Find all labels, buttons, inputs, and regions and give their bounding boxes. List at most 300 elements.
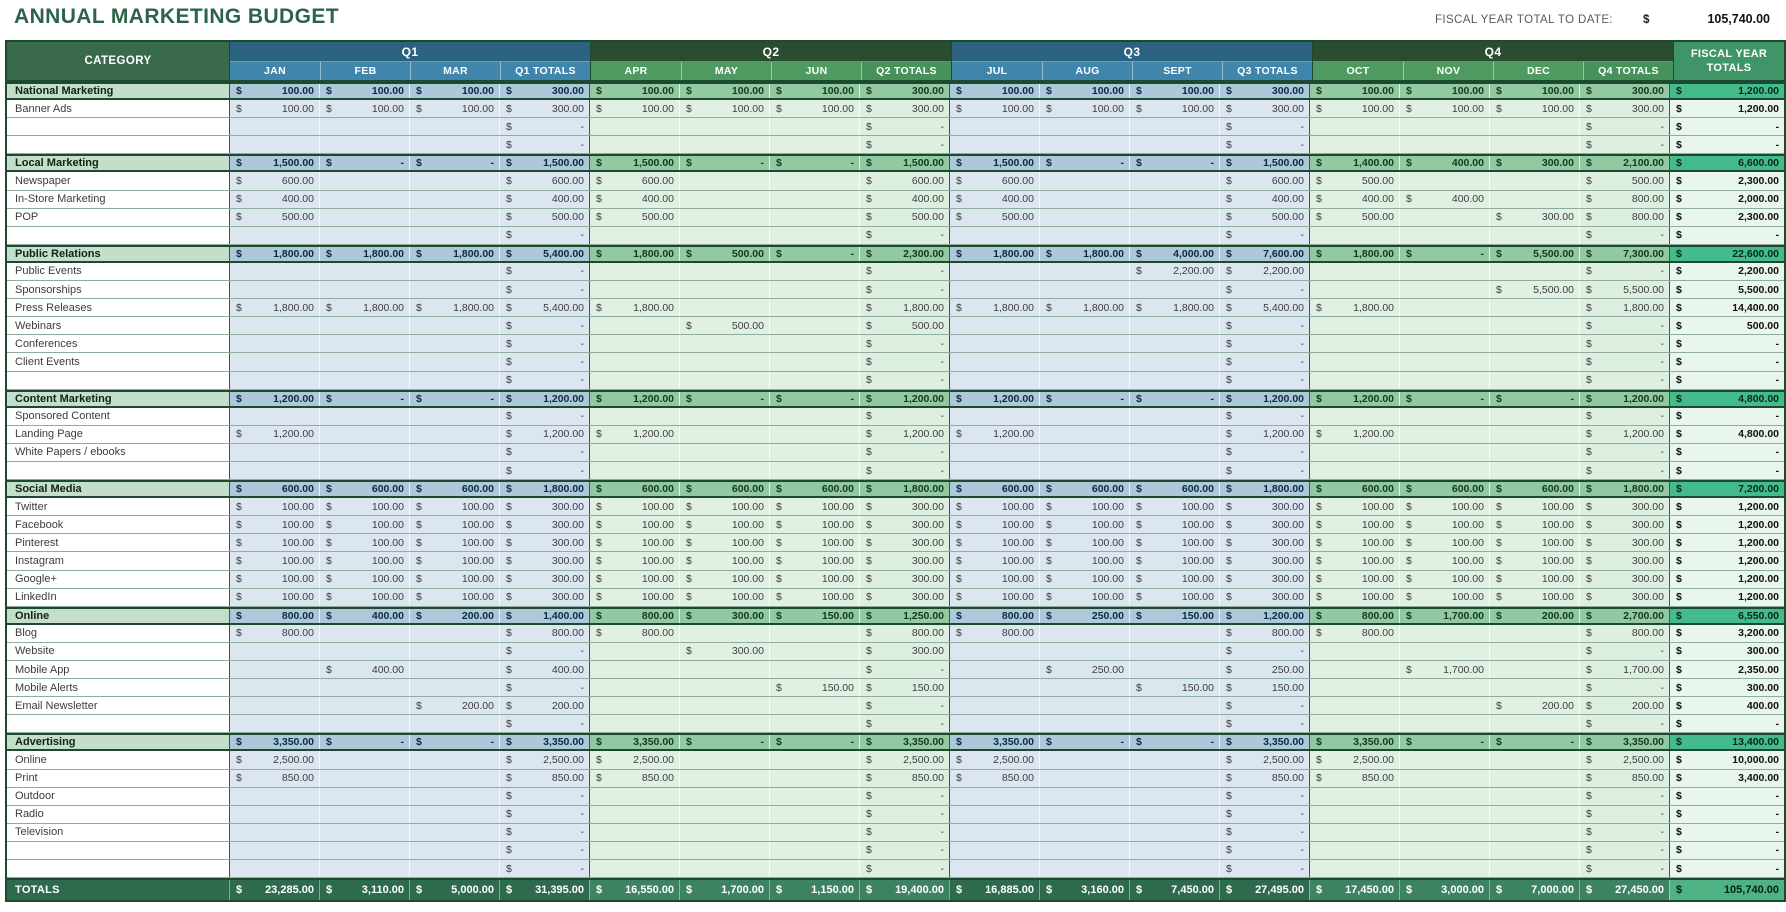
cell[interactable]: [1489, 860, 1579, 877]
cell[interactable]: [409, 534, 499, 551]
cell[interactable]: [1399, 824, 1489, 841]
cell[interactable]: [949, 462, 1039, 479]
cell[interactable]: [1309, 263, 1399, 280]
cell[interactable]: [409, 353, 499, 370]
cell[interactable]: [769, 392, 859, 406]
cell[interactable]: [499, 643, 589, 660]
cell[interactable]: [1129, 172, 1219, 189]
cell[interactable]: [589, 84, 679, 98]
cell[interactable]: [949, 770, 1039, 787]
cell[interactable]: [769, 824, 859, 841]
cell[interactable]: [1129, 735, 1219, 749]
cell[interactable]: [409, 84, 499, 98]
cell[interactable]: [1129, 661, 1219, 678]
cell[interactable]: [499, 842, 589, 859]
cell[interactable]: [409, 392, 499, 406]
cell[interactable]: [319, 136, 409, 153]
cell[interactable]: [859, 100, 949, 117]
cell[interactable]: [1399, 100, 1489, 117]
cell[interactable]: [1399, 426, 1489, 443]
cell[interactable]: [1489, 609, 1579, 623]
cell[interactable]: [1489, 317, 1579, 334]
cell[interactable]: [1039, 136, 1129, 153]
cell[interactable]: [499, 806, 589, 823]
cell[interactable]: [1039, 697, 1129, 714]
cell[interactable]: [409, 227, 499, 244]
cell[interactable]: [1399, 281, 1489, 298]
cell[interactable]: [229, 571, 319, 588]
cell[interactable]: [859, 770, 949, 787]
cell[interactable]: [1129, 679, 1219, 696]
row-label[interactable]: Print: [7, 770, 229, 787]
cell[interactable]: [589, 482, 679, 496]
cell[interactable]: [1039, 263, 1129, 280]
cell[interactable]: [229, 609, 319, 623]
cell[interactable]: [589, 118, 679, 135]
cell[interactable]: [1669, 353, 1784, 370]
cell[interactable]: [1489, 156, 1579, 170]
cell[interactable]: [589, 788, 679, 805]
cell[interactable]: [1399, 372, 1489, 389]
cell[interactable]: [949, 317, 1039, 334]
cell[interactable]: [769, 100, 859, 117]
cell[interactable]: [859, 679, 949, 696]
cell[interactable]: [1219, 482, 1309, 496]
cell[interactable]: [1579, 317, 1669, 334]
row-label[interactable]: [7, 842, 229, 859]
cell[interactable]: [1129, 118, 1219, 135]
cell[interactable]: [1669, 571, 1784, 588]
cell[interactable]: [1399, 715, 1489, 732]
cell[interactable]: [499, 462, 589, 479]
cell[interactable]: [229, 788, 319, 805]
cell[interactable]: [769, 482, 859, 496]
cell[interactable]: [1039, 118, 1129, 135]
cell[interactable]: [859, 136, 949, 153]
cell[interactable]: [1039, 643, 1129, 660]
cell[interactable]: [769, 372, 859, 389]
cell[interactable]: [229, 625, 319, 642]
cell[interactable]: [1309, 482, 1399, 496]
cell[interactable]: [1129, 625, 1219, 642]
cell[interactable]: [1129, 609, 1219, 623]
cell[interactable]: [769, 860, 859, 877]
cell[interactable]: [679, 715, 769, 732]
column-header-sept[interactable]: SEPT: [1132, 62, 1222, 80]
cell[interactable]: [769, 770, 859, 787]
totals-label[interactable]: TOTALS: [7, 880, 229, 900]
cell[interactable]: [1669, 335, 1784, 352]
cell[interactable]: [859, 715, 949, 732]
cell[interactable]: [409, 136, 499, 153]
cell[interactable]: [499, 552, 589, 569]
cell[interactable]: [409, 589, 499, 606]
cell[interactable]: [1309, 353, 1399, 370]
cell[interactable]: [229, 860, 319, 877]
cell[interactable]: [859, 571, 949, 588]
cell[interactable]: [1399, 353, 1489, 370]
cell[interactable]: [1489, 824, 1579, 841]
cell[interactable]: [1129, 806, 1219, 823]
cell[interactable]: [589, 609, 679, 623]
cell[interactable]: [1579, 482, 1669, 496]
cell[interactable]: [499, 788, 589, 805]
cell[interactable]: [409, 100, 499, 117]
cell[interactable]: [229, 299, 319, 316]
cell[interactable]: [1489, 715, 1579, 732]
cell[interactable]: [499, 84, 589, 98]
cell[interactable]: [1039, 589, 1129, 606]
quarter-header-q2[interactable]: Q2: [591, 42, 951, 62]
cell[interactable]: [859, 735, 949, 749]
cell[interactable]: [319, 392, 409, 406]
cell[interactable]: [769, 571, 859, 588]
cell[interactable]: [589, 516, 679, 533]
column-header-q1-totals[interactable]: Q1 TOTALS: [500, 62, 590, 80]
cell[interactable]: [1399, 317, 1489, 334]
cell[interactable]: [679, 516, 769, 533]
cell[interactable]: [949, 263, 1039, 280]
cell[interactable]: [679, 806, 769, 823]
column-header-may[interactable]: MAY: [681, 62, 771, 80]
row-label[interactable]: Pinterest: [7, 534, 229, 551]
cell[interactable]: [1579, 136, 1669, 153]
cell[interactable]: [949, 247, 1039, 261]
cell[interactable]: [949, 498, 1039, 515]
cell[interactable]: [1039, 516, 1129, 533]
column-header-aug[interactable]: AUG: [1042, 62, 1132, 80]
quarter-header-q1[interactable]: Q1: [230, 42, 590, 62]
cell[interactable]: [1489, 247, 1579, 261]
cell[interactable]: [409, 609, 499, 623]
cell[interactable]: [1579, 247, 1669, 261]
cell[interactable]: [949, 679, 1039, 696]
cell[interactable]: [859, 482, 949, 496]
cell[interactable]: [769, 426, 859, 443]
cell[interactable]: [229, 281, 319, 298]
cell[interactable]: [1039, 735, 1129, 749]
cell[interactable]: [499, 317, 589, 334]
cell[interactable]: [679, 534, 769, 551]
cell[interactable]: [1669, 426, 1784, 443]
cell[interactable]: [1129, 462, 1219, 479]
cell[interactable]: [1039, 715, 1129, 732]
cell[interactable]: [859, 824, 949, 841]
cell[interactable]: [589, 462, 679, 479]
cell[interactable]: [229, 100, 319, 117]
cell[interactable]: [1489, 735, 1579, 749]
row-label[interactable]: Local Marketing: [7, 156, 229, 170]
cell[interactable]: [679, 609, 769, 623]
cell[interactable]: [1399, 735, 1489, 749]
cell[interactable]: [229, 247, 319, 261]
cell[interactable]: [1219, 661, 1309, 678]
row-label[interactable]: Online: [7, 751, 229, 768]
cell[interactable]: [1039, 335, 1129, 352]
cell[interactable]: [1039, 172, 1129, 189]
cell[interactable]: [1129, 516, 1219, 533]
cell[interactable]: [1219, 136, 1309, 153]
column-header-mar[interactable]: MAR: [410, 62, 500, 80]
cell[interactable]: [949, 860, 1039, 877]
row-label[interactable]: [7, 860, 229, 877]
cell[interactable]: [859, 751, 949, 768]
cell[interactable]: [859, 661, 949, 678]
cell[interactable]: [859, 806, 949, 823]
cell[interactable]: [1219, 191, 1309, 208]
cell[interactable]: [319, 247, 409, 261]
cell[interactable]: [1219, 860, 1309, 877]
cell[interactable]: [1219, 462, 1309, 479]
cell[interactable]: [1579, 715, 1669, 732]
cell[interactable]: [1399, 806, 1489, 823]
cell[interactable]: [1129, 498, 1219, 515]
cell[interactable]: [1129, 824, 1219, 841]
cell[interactable]: [769, 735, 859, 749]
cell[interactable]: [589, 408, 679, 425]
cell[interactable]: [1579, 679, 1669, 696]
cell[interactable]: [499, 661, 589, 678]
cell[interactable]: [1129, 209, 1219, 226]
cell[interactable]: [319, 534, 409, 551]
cell[interactable]: [499, 498, 589, 515]
row-label[interactable]: Website: [7, 643, 229, 660]
cell[interactable]: [1399, 156, 1489, 170]
cell[interactable]: [409, 335, 499, 352]
cell[interactable]: [1039, 788, 1129, 805]
cell[interactable]: [769, 625, 859, 642]
cell[interactable]: [769, 209, 859, 226]
cell[interactable]: [1039, 824, 1129, 841]
cell[interactable]: [1669, 788, 1784, 805]
cell[interactable]: [1219, 426, 1309, 443]
cell[interactable]: [1399, 679, 1489, 696]
cell[interactable]: [1039, 571, 1129, 588]
cell[interactable]: [1309, 824, 1399, 841]
cell[interactable]: [949, 172, 1039, 189]
cell[interactable]: [409, 408, 499, 425]
cell[interactable]: [409, 842, 499, 859]
cell[interactable]: [859, 281, 949, 298]
cell[interactable]: [229, 462, 319, 479]
cell[interactable]: [499, 770, 589, 787]
cell[interactable]: [1579, 806, 1669, 823]
cell[interactable]: [1399, 462, 1489, 479]
cell[interactable]: [1489, 788, 1579, 805]
cell[interactable]: [1669, 392, 1784, 406]
cell[interactable]: [949, 806, 1039, 823]
cell[interactable]: [679, 860, 769, 877]
cell[interactable]: [1489, 299, 1579, 316]
cell[interactable]: [1309, 84, 1399, 98]
cell[interactable]: [409, 317, 499, 334]
cell[interactable]: [769, 263, 859, 280]
cell[interactable]: [1309, 516, 1399, 533]
cell[interactable]: [1129, 534, 1219, 551]
cell[interactable]: [1309, 317, 1399, 334]
cell[interactable]: [409, 516, 499, 533]
column-header-jan[interactable]: JAN: [230, 62, 320, 80]
cell[interactable]: [1309, 751, 1399, 768]
cell[interactable]: [319, 751, 409, 768]
cell[interactable]: [499, 697, 589, 714]
cell[interactable]: [949, 697, 1039, 714]
cell[interactable]: [1669, 625, 1784, 642]
cell[interactable]: [1489, 118, 1579, 135]
cell[interactable]: [589, 498, 679, 515]
cell[interactable]: [319, 643, 409, 660]
row-label[interactable]: Client Events: [7, 353, 229, 370]
cell[interactable]: [1129, 715, 1219, 732]
cell[interactable]: [1309, 156, 1399, 170]
cell[interactable]: [949, 392, 1039, 406]
cell[interactable]: [1039, 156, 1129, 170]
cell[interactable]: [1129, 643, 1219, 660]
cell[interactable]: [1129, 788, 1219, 805]
cell[interactable]: [1669, 172, 1784, 189]
quarter-header-q4[interactable]: Q4: [1313, 42, 1673, 62]
cell[interactable]: [1039, 806, 1129, 823]
cell[interactable]: [1579, 552, 1669, 569]
cell[interactable]: [589, 209, 679, 226]
cell[interactable]: [409, 824, 499, 841]
cell[interactable]: [949, 571, 1039, 588]
cell[interactable]: [589, 842, 679, 859]
cell[interactable]: [949, 751, 1039, 768]
cell[interactable]: [229, 209, 319, 226]
cell[interactable]: [679, 247, 769, 261]
cell[interactable]: [859, 156, 949, 170]
cell[interactable]: [769, 751, 859, 768]
cell[interactable]: [769, 643, 859, 660]
cell[interactable]: [1219, 697, 1309, 714]
cell[interactable]: [589, 715, 679, 732]
cell[interactable]: [589, 860, 679, 877]
cell[interactable]: [1579, 191, 1669, 208]
cell[interactable]: [1309, 118, 1399, 135]
cell[interactable]: [859, 372, 949, 389]
cell[interactable]: [1669, 299, 1784, 316]
cell[interactable]: [589, 372, 679, 389]
cell[interactable]: [1579, 609, 1669, 623]
cell[interactable]: [1039, 482, 1129, 496]
row-label[interactable]: [7, 372, 229, 389]
cell[interactable]: [1129, 589, 1219, 606]
cell[interactable]: [499, 824, 589, 841]
cell[interactable]: [1129, 392, 1219, 406]
cell[interactable]: [409, 444, 499, 461]
cell[interactable]: [229, 227, 319, 244]
cell[interactable]: [1399, 609, 1489, 623]
cell[interactable]: [1579, 372, 1669, 389]
cell[interactable]: [409, 172, 499, 189]
cell[interactable]: [1669, 372, 1784, 389]
cell[interactable]: [1489, 281, 1579, 298]
cell[interactable]: [949, 735, 1039, 749]
cell[interactable]: [1489, 880, 1579, 900]
cell[interactable]: [589, 335, 679, 352]
cell[interactable]: [949, 589, 1039, 606]
cell[interactable]: [1669, 697, 1784, 714]
cell[interactable]: [1309, 247, 1399, 261]
cell[interactable]: [229, 353, 319, 370]
cell[interactable]: [1489, 516, 1579, 533]
cell[interactable]: [1489, 661, 1579, 678]
cell[interactable]: [769, 335, 859, 352]
cell[interactable]: [1039, 408, 1129, 425]
cell[interactable]: [1309, 335, 1399, 352]
cell[interactable]: [1489, 679, 1579, 696]
cell[interactable]: [499, 589, 589, 606]
cell[interactable]: [409, 806, 499, 823]
cell[interactable]: [1039, 661, 1129, 678]
cell[interactable]: [1309, 571, 1399, 588]
cell[interactable]: [1669, 247, 1784, 261]
cell[interactable]: [1129, 353, 1219, 370]
cell[interactable]: [769, 172, 859, 189]
fiscal-total-value[interactable]: 105,740.00: [1707, 12, 1770, 26]
cell[interactable]: [229, 679, 319, 696]
cell[interactable]: [1129, 299, 1219, 316]
cell[interactable]: [319, 715, 409, 732]
cell[interactable]: [1309, 661, 1399, 678]
cell[interactable]: [679, 84, 769, 98]
cell[interactable]: [1399, 697, 1489, 714]
cell[interactable]: [229, 661, 319, 678]
cell[interactable]: [499, 408, 589, 425]
cell[interactable]: [1309, 281, 1399, 298]
row-label[interactable]: [7, 136, 229, 153]
cell[interactable]: [1489, 172, 1579, 189]
cell[interactable]: [1309, 408, 1399, 425]
cell[interactable]: [859, 609, 949, 623]
cell[interactable]: [1039, 842, 1129, 859]
cell[interactable]: [859, 172, 949, 189]
cell[interactable]: [949, 227, 1039, 244]
cell[interactable]: [949, 353, 1039, 370]
cell[interactable]: [679, 643, 769, 660]
cell[interactable]: [1489, 408, 1579, 425]
cell[interactable]: [589, 426, 679, 443]
cell[interactable]: [589, 770, 679, 787]
cell[interactable]: [1039, 770, 1129, 787]
column-header-fiscal-year-totals[interactable]: FISCAL YEAR TOTALS: [1673, 42, 1784, 80]
cell[interactable]: [1309, 806, 1399, 823]
cell[interactable]: [229, 317, 319, 334]
cell[interactable]: [499, 516, 589, 533]
cell[interactable]: [1489, 643, 1579, 660]
cell[interactable]: [769, 715, 859, 732]
cell[interactable]: [769, 317, 859, 334]
cell[interactable]: [499, 227, 589, 244]
cell[interactable]: [319, 227, 409, 244]
cell[interactable]: [1219, 444, 1309, 461]
cell[interactable]: [1399, 263, 1489, 280]
column-header-jul[interactable]: JUL: [952, 62, 1042, 80]
cell[interactable]: [1219, 735, 1309, 749]
row-label[interactable]: [7, 227, 229, 244]
category-column-header[interactable]: CATEGORY: [7, 42, 229, 80]
cell[interactable]: [319, 317, 409, 334]
cell[interactable]: [679, 227, 769, 244]
cell[interactable]: [229, 751, 319, 768]
cell[interactable]: [1579, 462, 1669, 479]
cell[interactable]: [679, 408, 769, 425]
cell[interactable]: [1579, 697, 1669, 714]
cell[interactable]: [949, 408, 1039, 425]
cell[interactable]: [1309, 209, 1399, 226]
cell[interactable]: [409, 281, 499, 298]
